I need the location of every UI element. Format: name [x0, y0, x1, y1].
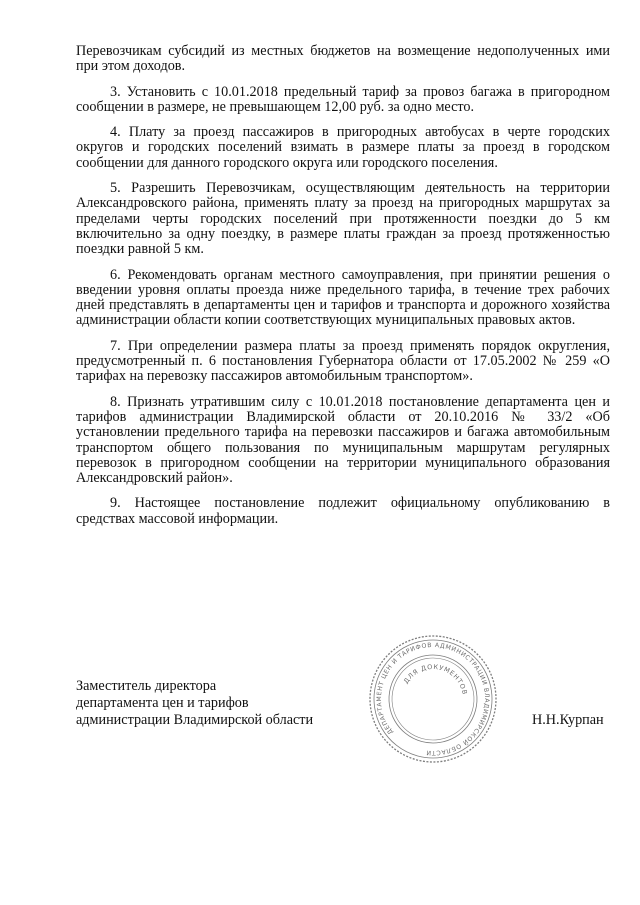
paragraph-5: 5. Разрешить Перевозчикам, осуществляющим деятельность на территории Александровского района, применять плату за проезд на пригородных маршрутах за пределами черты городских поселений при протяженности поездки до 5 км включительно за одну поездку, в размере платы граждан за проезд протяженностью поездки равной 5 км.	[76, 180, 610, 258]
svg-text:ДЕПАРТАМЕНТ ЦЕН И ТАРИФОВ АДМИ	[366, 632, 500, 766]
paragraph-4: 4. Плату за проезд пассажиров в пригородных автобусах в черте городских округов и городских поселений взимать в размере платы за проезд в городском сообщении для данного городского округа или городского поселения.	[76, 124, 610, 171]
official-stamp	[366, 632, 500, 766]
paragraph-9: 9. Настоящее постановление подлежит официальному опубликованию в средствах массовой информации.	[76, 495, 610, 527]
signatory-title	[76, 678, 313, 729]
signatory-title-line-3: администрации Владимирской области	[76, 712, 314, 728]
paragraph-2-continuation: Перевозчикам субсидий из местных бюджетов на возмещение недополученных ими при этом доходов.	[76, 43, 610, 75]
paragraph-7: 7. При определении размера платы за проезд применять порядок округления, предусмотренный п. 6 постановления Губернатора области от 17.05.2002 № 259 «О тарифах на перевозку пассажиров автомобильным транспортом».	[76, 337, 610, 385]
paragraph-3: 3. Установить с 10.01.2018 предельный тариф за провоз багажа в пригородном сообщении в размере, не превышающем 12,00 руб. за одно место.	[76, 83, 610, 115]
signatory-name: Н.Н.Курпан	[532, 712, 604, 728]
paragraph-8: 8. Признать утратившим силу с 10.01.2018 постановление департамента цен и тарифов администрации Владимирской области от 20.10.2016 № 33/2 «Об установлении предельного тарифа на перевозки пассажиров и багажа автомобильным транспортом общего пользования по муниципальным маршрутам регулярных перевозок в пригородном сообщении на территории муниципального образования Александровский район».	[76, 393, 610, 487]
signatory-title-line-2: департамента цен и тарифов	[76, 695, 249, 711]
paragraph-6: 6. Рекомендовать органам местного самоуправления, при принятии решения о введении уровня оплаты проезда ниже предельного тарифа, в течение трех рабочих дней представлять в департаменты цен и тарифов и транспорта и дорожного хозяйства администрации области копии соответствующих муниципальных правовых актов.	[76, 266, 610, 329]
stamp-outer-text: ДЕПАРТАМЕНТ ЦЕН И ТАРИФОВ АДМИНИСТРАЦИИ ВЛАДИМИРСКОЙ ОБЛАСТИ	[375, 641, 491, 757]
document-body	[76, 44, 610, 537]
stamp-inner-text: ДЛЯ ДОКУМЕНТОВ	[401, 662, 469, 696]
signatory-title-line-1: Заместитель директора	[76, 678, 217, 694]
